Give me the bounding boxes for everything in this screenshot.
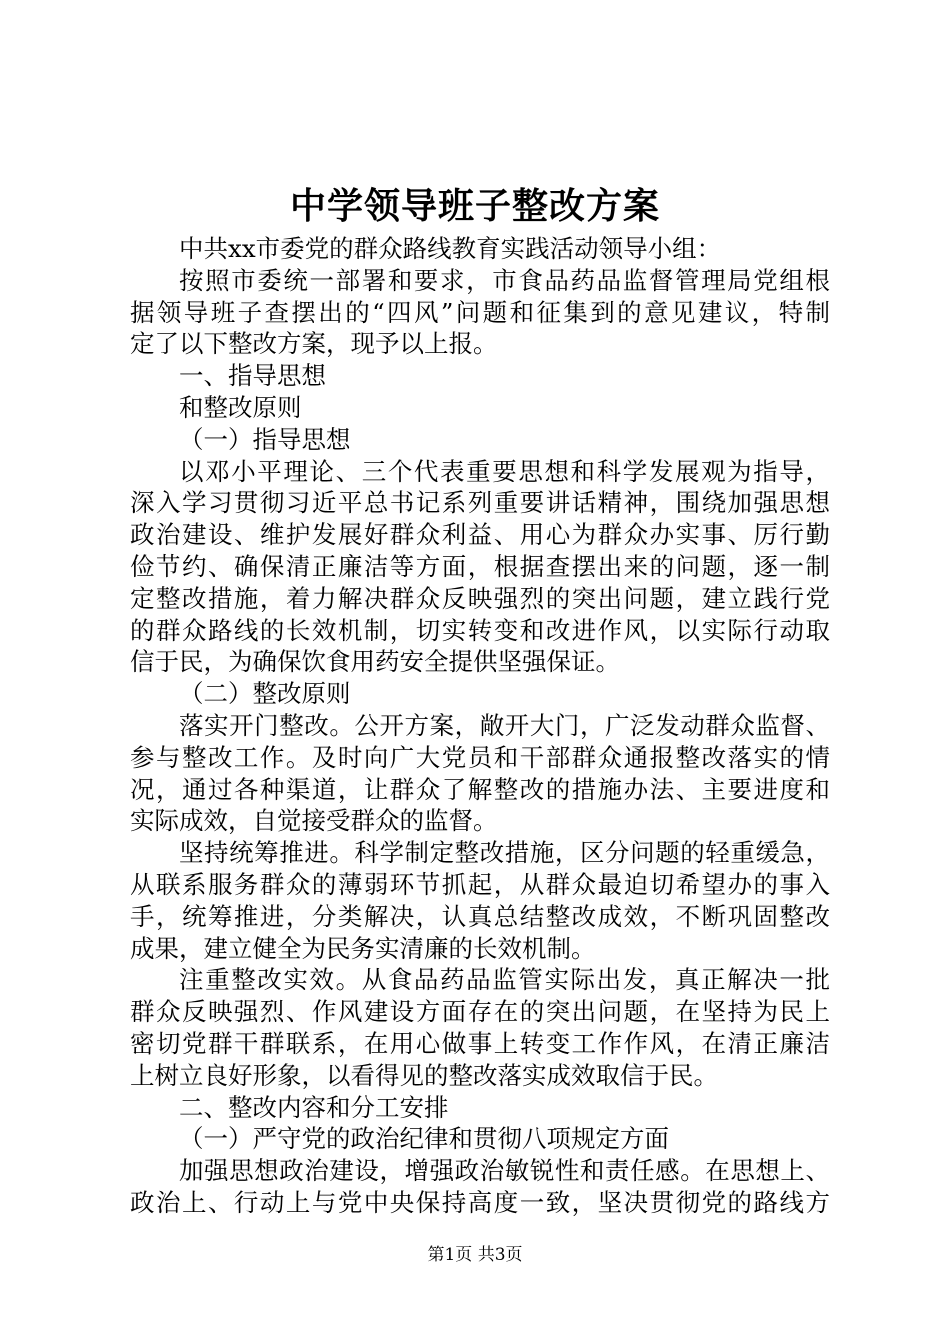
body-line: （二）整改原则 [179, 679, 351, 709]
body-line: 落实开门整改。公开方案，敞开大门，广泛发动群众监督、 [179, 710, 830, 740]
body-line: 坚持统筹推进。科学制定整改措施，区分问题的轻重缓急， [179, 838, 830, 868]
body-line: 的群众路线的长效机制，切实转变和改进作风，以实际行动取 [130, 615, 830, 645]
document-body [130, 233, 830, 1219]
body-line: 从联系服务群众的薄弱环节抓起，从群众最迫切希望办的事入 [130, 869, 830, 899]
body-line: 上树立良好形象，以看得见的整改落实成效取信于民。 [130, 1060, 718, 1090]
body-line: 群众反映强烈、作风建设方面存在的突出问题，在坚持为民上 [130, 997, 830, 1027]
body-line: 定了以下整改方案，现予以上报。 [130, 329, 498, 359]
body-line: （一）指导思想 [179, 424, 351, 454]
body-line: 按照市委统一部署和要求，市食品药品监督管理局党组根 [179, 265, 830, 295]
body-line: 政治上、行动上与党中央保持高度一致，坚决贯彻党的路线方 [130, 1187, 830, 1217]
body-line: （一）严守党的政治纪律和贯彻八项规定方面 [179, 1124, 669, 1154]
body-line: 定整改措施，着力解决群众反映强烈的突出问题，建立践行党 [130, 583, 830, 613]
body-line: 二、整改内容和分工安排 [179, 1092, 449, 1122]
body-line: 加强思想政治建设，增强政治敏锐性和责任感。在思想上、 [179, 1156, 830, 1186]
body-line: 信于民，为确保饮食用药安全提供坚强保证。 [130, 647, 620, 677]
body-line: 参与整改工作。及时向广大党员和干部群众通报整改落实的情 [130, 742, 830, 772]
body-line: 实际成效，自觉接受群众的监督。 [130, 806, 498, 836]
body-line: 和整改原则 [179, 392, 302, 422]
body-line: 据领导班子查摆出的“四风”问题和征集到的意见建议，特制 [130, 297, 830, 327]
body-line: 中共xx市委党的群众路线教育实践活动领导小组： [179, 234, 722, 263]
body-line: 政治建设、维护发展好群众利益、用心为群众办实事、厉行勤 [130, 520, 830, 550]
page-footer: 第1页 共3页 [427, 1245, 523, 1265]
body-line: 注重整改实效。从食品药品监管实际出发，真正解决一批 [179, 965, 830, 995]
document-title: 中学领导班子整改方案 [289, 186, 660, 227]
body-line: 以邓小平理论、三个代表重要思想和科学发展观为指导， [179, 456, 830, 486]
body-line: 手，统筹推进，分类解决，认真总结整改成效，不断巩固整改 [130, 901, 830, 931]
body-line: 况，通过各种渠道，让群众了解整改的措施办法、主要进度和 [130, 774, 830, 804]
body-line: 俭节约、确保清正廉洁等方面，根据查摆出来的问题，逐一制 [130, 551, 830, 581]
body-line: 深入学习贯彻习近平总书记系列重要讲话精神，围绕加强思想 [130, 488, 830, 518]
body-line: 成果，建立健全为民务实清廉的长效机制。 [130, 933, 596, 963]
body-line: 密切党群干群联系，在用心做事上转变工作作风，在清正廉洁 [130, 1028, 830, 1058]
body-line: 一、指导思想 [179, 361, 326, 391]
